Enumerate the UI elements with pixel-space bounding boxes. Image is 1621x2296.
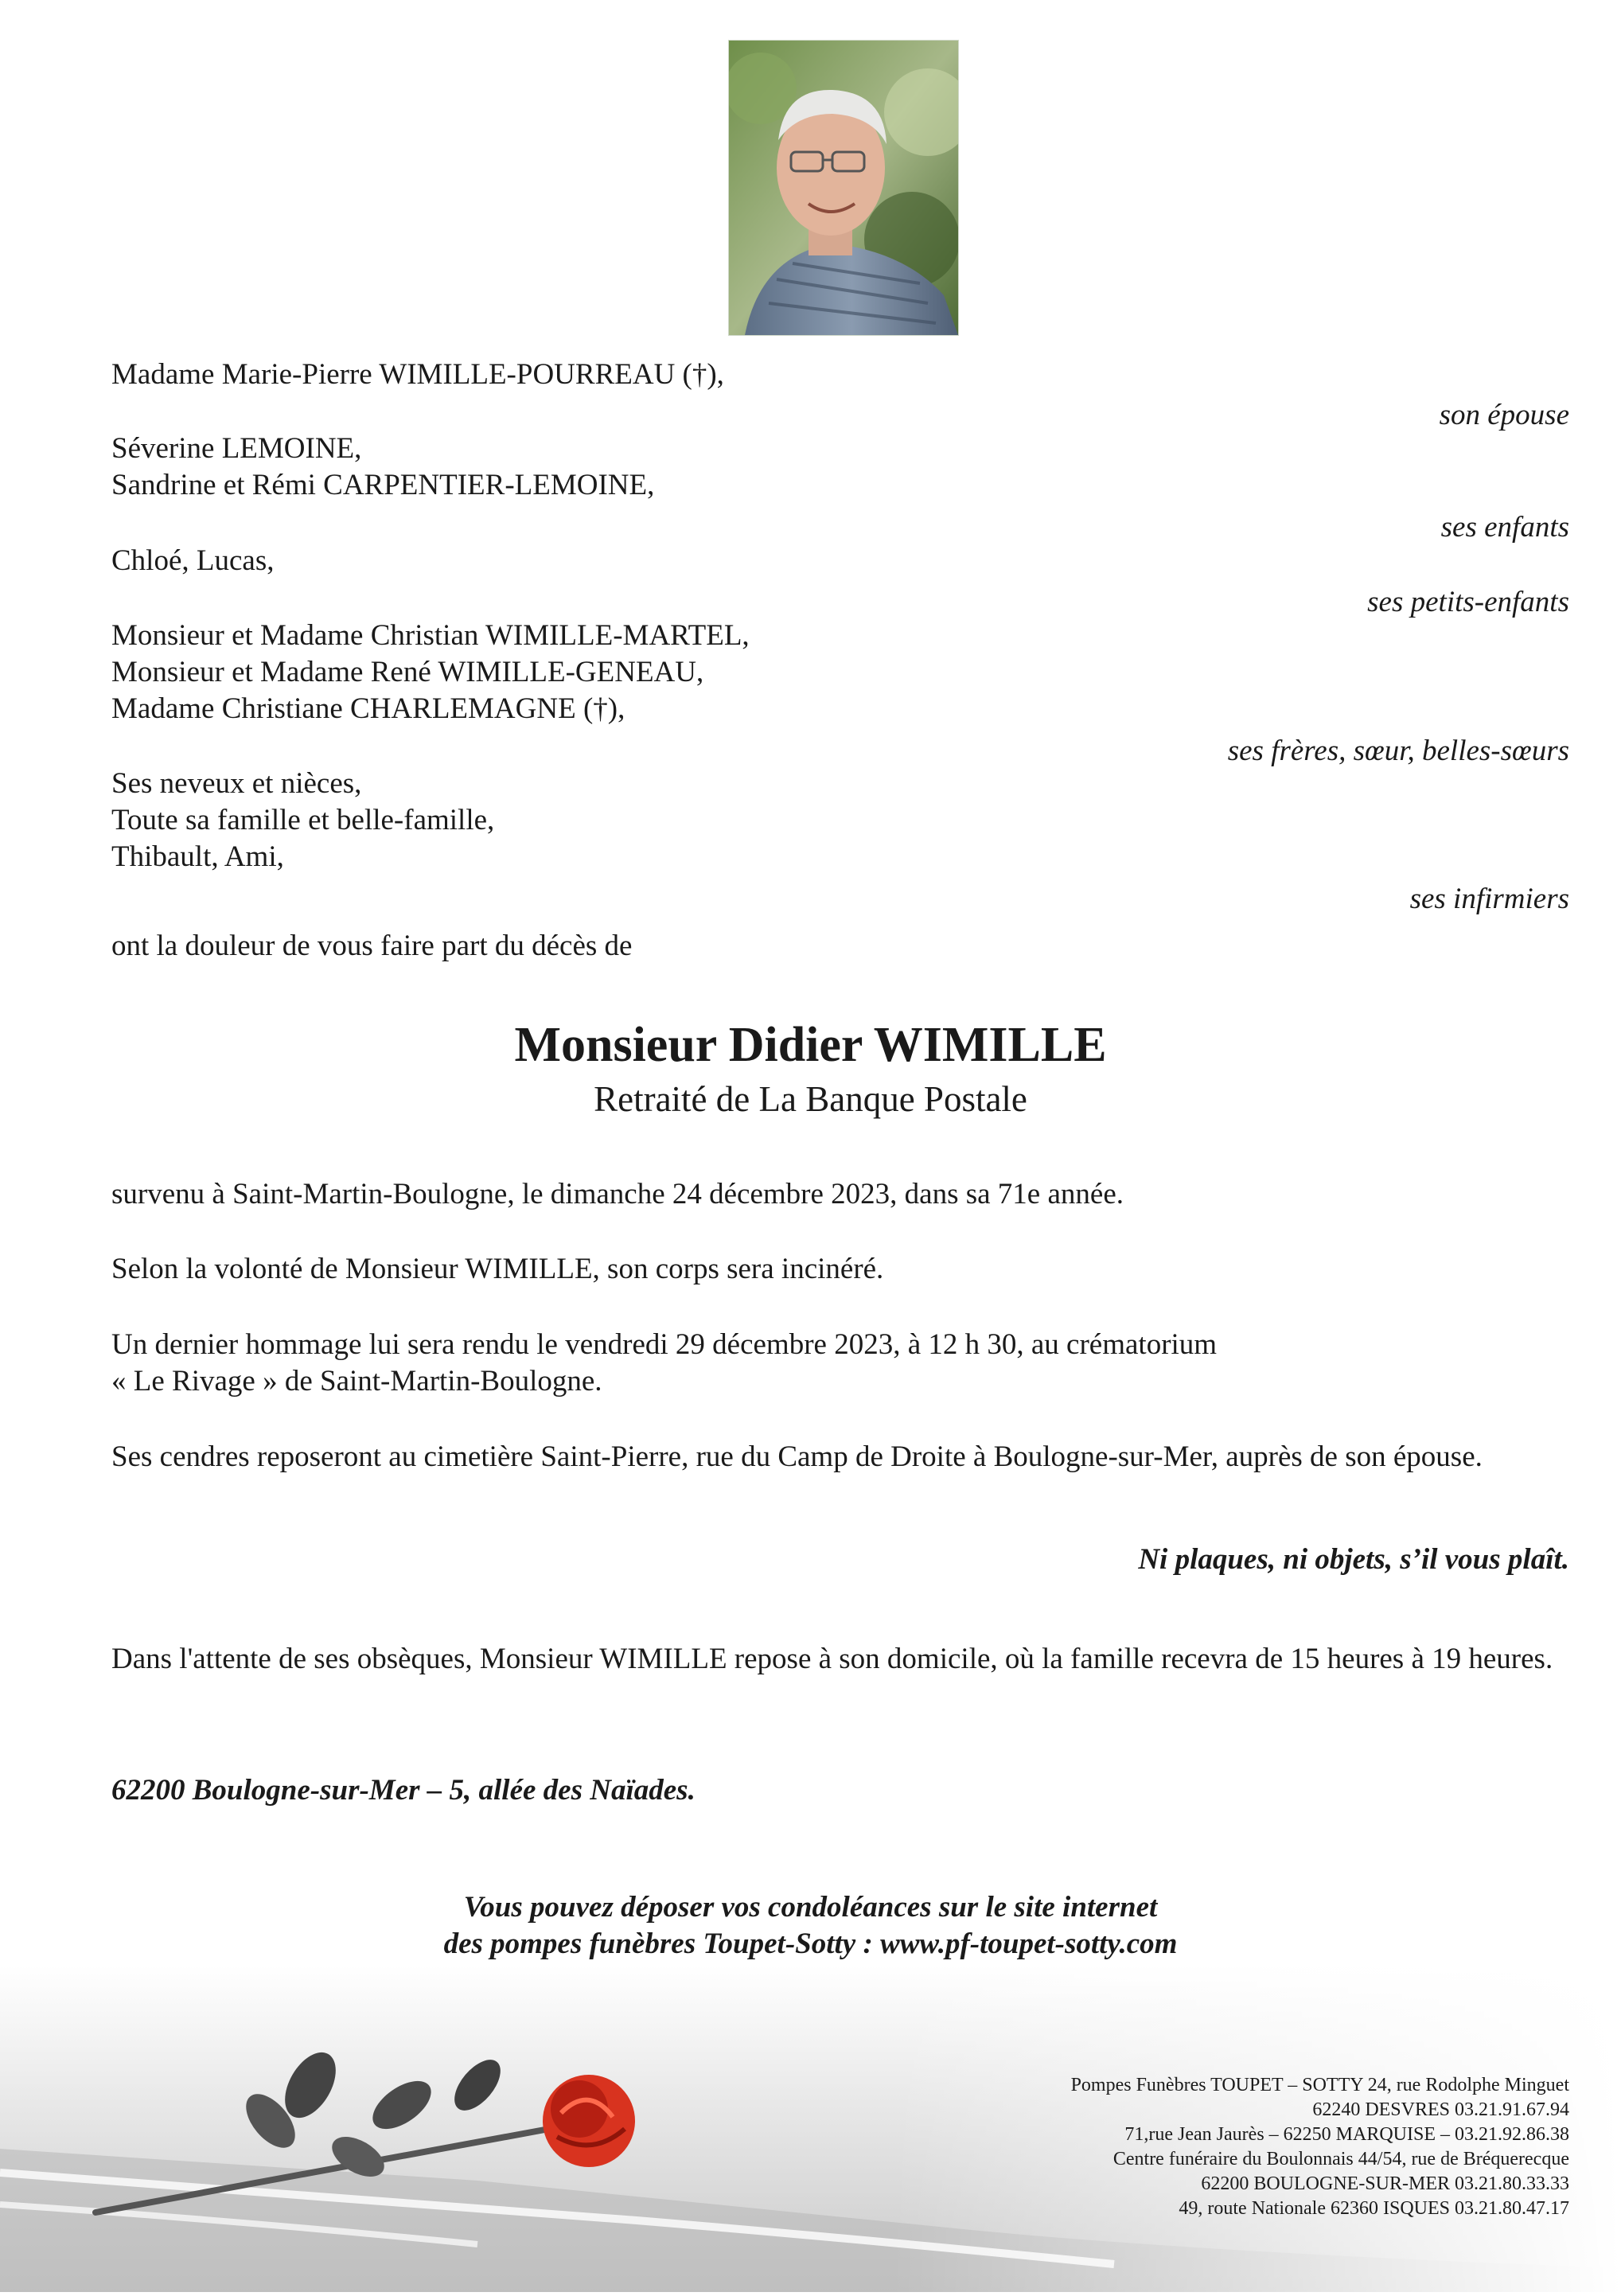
home-address: 62200 Boulogne-sur-Mer – 5, allée des Naïades.: [111, 1774, 696, 1807]
relation-label: ses petits-enfants: [1367, 586, 1569, 618]
family-member-line: Madame Marie-Pierre WIMILLE-POURREAU (†),: [111, 358, 724, 391]
family-member-line: Monsieur et Madame René WIMILLE-GENEAU,: [111, 656, 704, 688]
family-member-line: Sandrine et Rémi CARPENTIER-LEMOINE,: [111, 469, 655, 501]
funeral-home-address: [1071, 2073, 1569, 2221]
deceased-name: Monsieur Didier WIMILLE: [514, 1018, 1107, 1072]
tribute-line-2: « Le Rivage » de Saint-Martin-Boulogne.: [111, 1365, 602, 1397]
family-member-line: Ses neveux et nièces,: [111, 767, 362, 800]
footer-line: 62240 DESVRES 03.21.91.67.94: [1312, 2099, 1569, 2120]
portrait-photo-icon: [729, 41, 958, 335]
footer-line: 49, route Nationale 62360 ISQUES 03.21.80.47.17: [1179, 2198, 1569, 2219]
death-paragraph: survenu à Saint-Martin-Boulogne, le dimanche 24 décembre 2023, dans sa 71e année.: [111, 1178, 1124, 1210]
footer-line: Centre funéraire du Boulonnais 44/54, rue de Bréquerecque: [1112, 2149, 1569, 2169]
family-member-line: Toute sa famille et belle-famille,: [111, 804, 495, 836]
footer-line: Pompes Funèbres TOUPET – SOTTY 24, rue Rodolphe Minguet: [1070, 2075, 1569, 2095]
family-member-line: Séverine LEMOINE,: [111, 432, 362, 465]
relation-label: son épouse: [1439, 399, 1569, 431]
deceased-title: Retraité de La Banque Postale: [594, 1079, 1027, 1119]
wish-paragraph: Selon la volonté de Monsieur WIMILLE, son corps sera incinéré.: [111, 1253, 884, 1285]
no-flowers-notice: Ni plaques, ni objets, s’il vous plaît.: [1138, 1543, 1569, 1576]
rest-paragraph: Dans l'attente de ses obsèques, Monsieur WIMILLE repose à son domicile, où la famille recevra de 15 heures à 19 heures.: [111, 1643, 1553, 1675]
condolences-line-1: Vous pouvez déposer vos condoléances sur le site internet: [463, 1891, 1158, 1924]
ashes-paragraph: Ses cendres reposeront au cimetière Saint-Pierre, rue du Camp de Droite à Boulogne-sur-Mer, auprès de son épouse.: [111, 1440, 1483, 1473]
family-member-line: Monsieur et Madame Christian WIMILLE-MARTEL,: [111, 619, 750, 652]
family-member-line: Chloé, Lucas,: [111, 544, 275, 577]
portrait-photo: [728, 40, 959, 336]
tribute-line-1: Un dernier hommage lui sera rendu le vendredi 29 décembre 2023, à 12 h 30, au crématorium: [111, 1328, 1218, 1361]
footer-line: 62200 BOULOGNE-SUR-MER 03.21.80.33.33: [1201, 2173, 1569, 2194]
relation-label: ses enfants: [1440, 511, 1569, 544]
family-member-line: Thibault, Ami,: [111, 840, 284, 873]
relation-label: ses infirmiers: [1409, 883, 1569, 915]
relation-label: ses frères, sœur, belles-sœurs: [1227, 735, 1569, 767]
footer-line: 71,rue Jean Jaurès – 62250 MARQUISE – 03.21.92.86.38: [1124, 2124, 1569, 2145]
family-member-line: Madame Christiane CHARLEMAGNE (†),: [111, 692, 625, 725]
condolences-line-2: des pompes funèbres Toupet-Sotty : www.pf-toupet-sotty.com: [443, 1928, 1178, 1960]
announcement-text: ont la douleur de vous faire part du décès de: [111, 930, 633, 962]
